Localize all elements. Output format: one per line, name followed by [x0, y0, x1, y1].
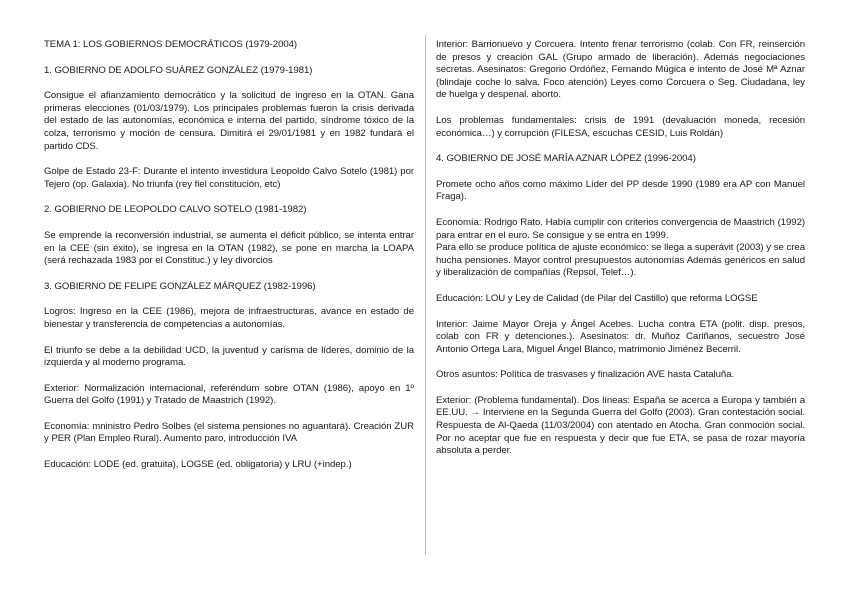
section-3-paragraph-3: Exterior: Normalización internacional, referéndum sobre OTAN (1986), apoyo en 1º Guerra del Golfo (1991) y Tratado de Maastrich (1992).: [44, 382, 414, 407]
section-3-paragraph-4: Economía: mninistro Pedro Solbes (el sistema pensiones no aguantará). Creación ZUR y PER (Plan Empleo Rural). Aumento paro, introducción IVA: [44, 420, 414, 445]
section-3-paragraph-5: Educación: LODE (ed. gratuita), LOGSE (ed. obligatoria) y LRU (+indep.): [44, 459, 352, 471]
section-2-heading: 2. GOBIERNO DE LEOPOLDO CALVO SOTELO (1981-1982): [44, 204, 307, 216]
section-4-economy-continuation: Para ello se produce política de ajuste económico: se llega a superávit (2003) y se crea hucha pensiones. Mayor control presupuestos autonomías Además genéricos en salud y liberalización de compañías (Repsol, Telef…).: [436, 242, 805, 279]
section-1-paragraph-1: Consigue el afianzamiento democrático y la solicitud de ingreso en la OTAN. Gana primeras elecciones (01/03/1979). Los principales problemas fueron la crisis derivada del estado de las autonomías, económica e interna del partido, síndrome tóxico de la colza, terrorismo y moción de censura. Dimitirá el 29/01/1981 y en 1982 fundará el partido CDS.: [44, 90, 414, 152]
section-4-paragraph-1: Promete ocho años como máximo Líder del PP desde 1990 (1989 era AP con Manuel Fraga).: [436, 178, 805, 203]
section-4-education-paragraph: Educación: LOU y Ley de Calidad (de Pilar del Castillo) que reforma LOGSE: [436, 292, 758, 304]
right-column: [436, 39, 805, 471]
section-3-interior-paragraph: Interior: Barrionuevo y Corcuera. Intento frenar terrorismo (colab. Con FR, reinserción de presos y creación GAL (Grupo armado de liberación). Además negociaciones secretas. Asesinatos: Gregorio Ordóñez, Fernando Múgica e intento de José Mª Aznar (blindaje coche lo salva. Foco atención) Leyes como Corcuera o Seg. Ciudadana, ley de huelga y despenal. aborto.: [436, 39, 805, 101]
section-3-paragraph-1: Logros: Ingreso en la CEE (1986), mejora de infraestructuras, avance en estado de bienestar y transferencia de competencias a autonomías.: [44, 306, 414, 330]
left-column: [44, 39, 414, 485]
section-4-other-paragraph: Otros asuntos: Política de trasvases y finalización AVE hasta Cataluña.: [436, 369, 735, 381]
section-3-problems-paragraph: Los problemas fundamentales: crisis de 1991 (devaluación moneda, recesión económica…) y corrupción (FILESA, escuchas CESID, Luis Roldán): [436, 114, 805, 139]
section-2-paragraph-1: Se emprende la reconversión industrial, se aumenta el déficit público, se intenta entrar en la CEE (sin éxito), se ingresa en la OTAN (1982), se pone en marcha la LOAPA (será rechazada 1983 por el Constituc.) y ley divorcios: [44, 229, 414, 267]
column-divider: [425, 35, 426, 555]
document-title: TEMA 1: LOS GOBIERNOS DEMOCRÁTICOS (1979-2004): [44, 39, 298, 50]
section-1-heading: 1. GOBIERNO DE ADOLFO SUÁREZ GONZÁLEZ (1979-1981): [44, 64, 313, 76]
section-1-paragraph-2: Golpe de Estado 23-F: Durante el intento investidura Leopoldo Calvo Sotelo (1981) por Tejero (op. Galaxia). No triunfa (rey fiel constitución, etc): [44, 166, 414, 190]
section-4-heading: 4. GOBIERNO DE JOSÉ MARÍA AZNAR LÓPEZ (1996-2004): [436, 153, 696, 165]
section-4-economy-paragraph: Economía: Rodrigo Rato. Había cumplir con criterios convergencia de Maastrich (1992) para entrar en el euro. Se consigue y se entra en 1999.: [436, 216, 805, 241]
section-4-interior-paragraph: Interior: Jaime Mayor Oreja y Ángel Acebes. Lucha contra ETA (polit. disp. presos, colab con FR y detenciones.). Asesinatos: dr. Muñoz Cariñanos, secuestro José Antonio Ortega Lara, Miguel Ángel Blanco, matrimonio Jiménez Becerril.: [436, 318, 805, 355]
section-4-exterior-paragraph: Exterior: (Problema fundamental). Dos líneas: España se acerca a Europa y también a EE.UU. → Interviene en la Segunda Guerra del Golfo (2003). Gran contestación social. Respuesta de Al-Qaeda (11/03/2004) con atentado en Atocha. Gran conmoción social. Por no aceptar que fue en respuesta y decir que fue ETA, se pasa de rozar mayoría absoluta a perder.: [436, 394, 805, 457]
section-3-paragraph-2: El triunfo se debe a la debilidad UCD, la juventud y carisma de líderes, dominio de la izquierda y al moderno programa.: [44, 344, 414, 369]
section-3-heading: 3. GOBIERNO DE FELIPE GONZÁLEZ MÁRQUEZ (1982-1996): [44, 280, 316, 292]
